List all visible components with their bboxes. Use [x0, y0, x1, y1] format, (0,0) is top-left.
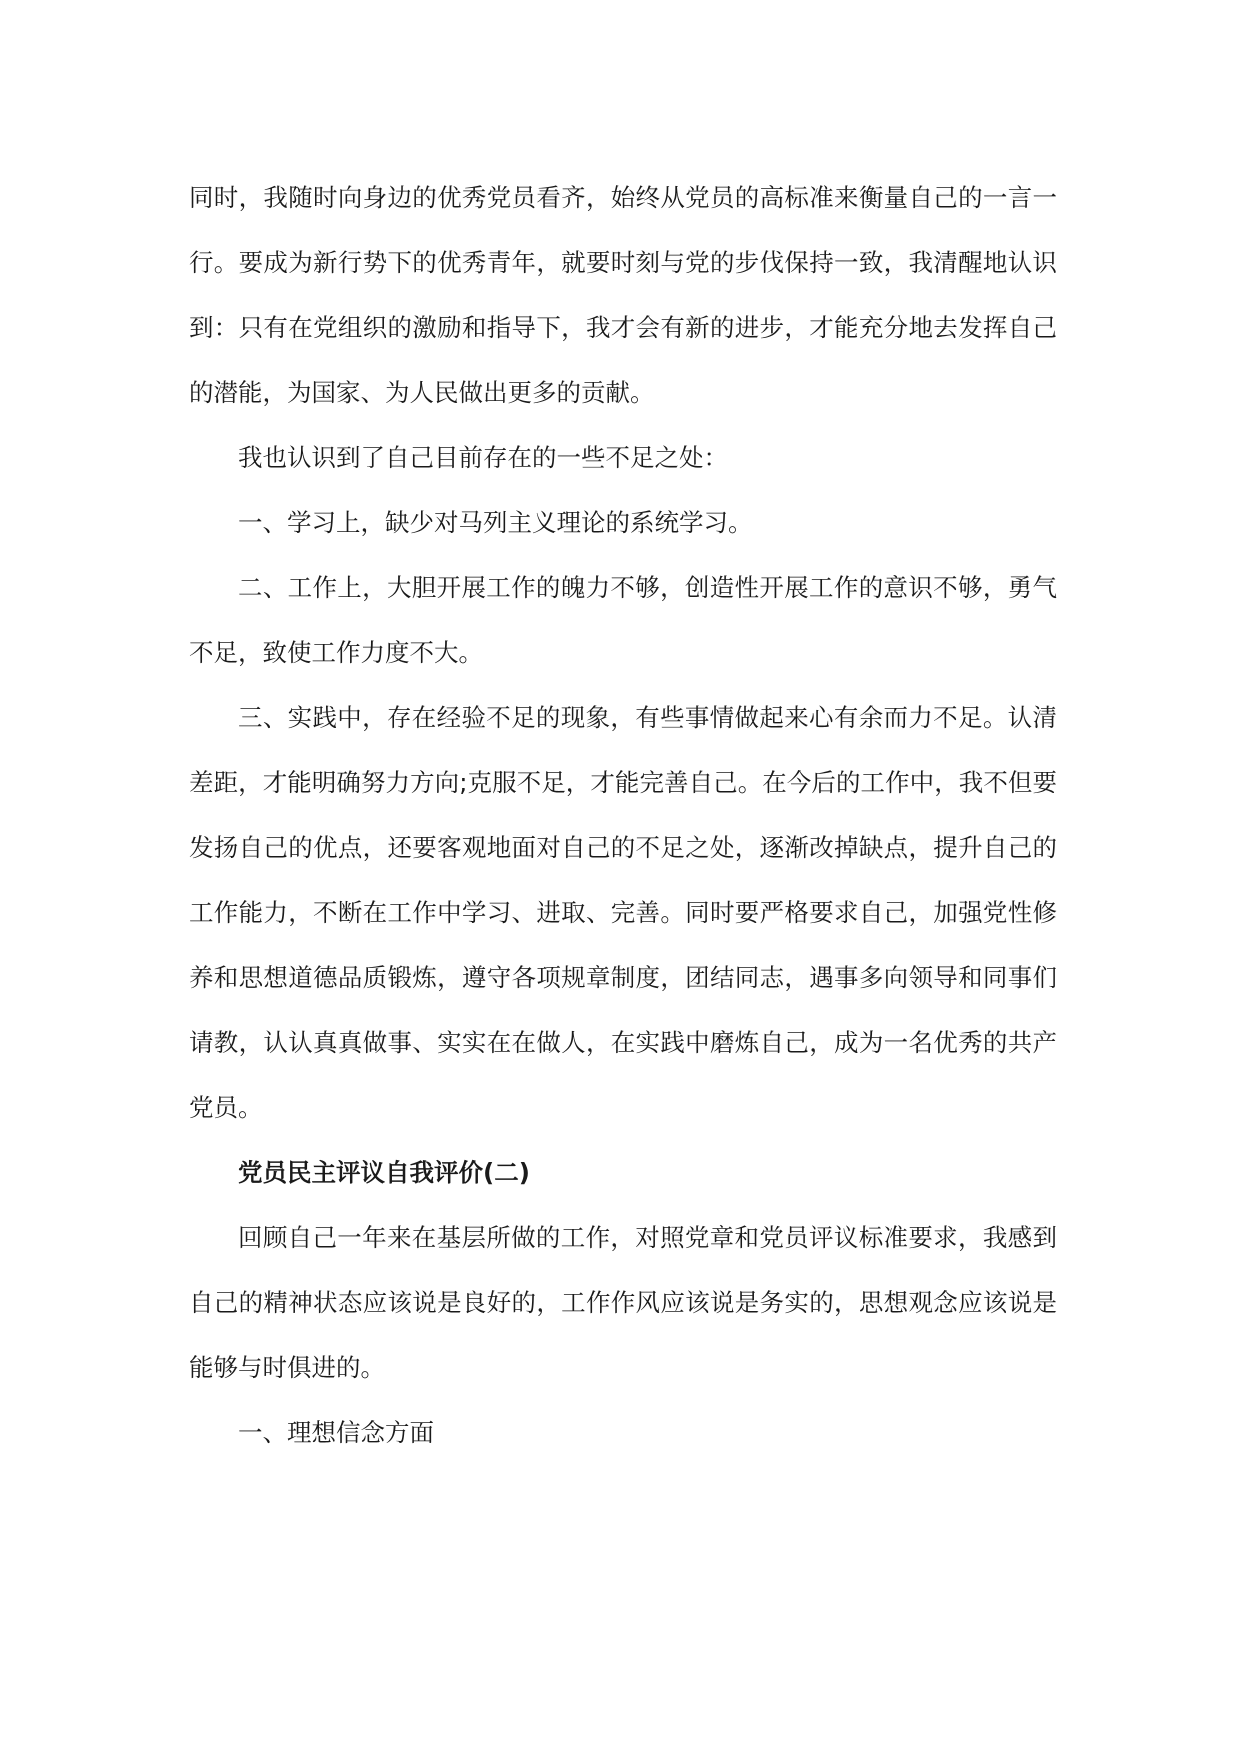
paragraph-shortcoming-work: 二、工作上，大胆开展工作的魄力不够，创造性开展工作的意识不够，勇气不足，致使工作力度不大。: [189, 573, 1057, 667]
paragraph-ideals-heading: 一、理想信念方面: [238, 1418, 434, 1447]
paragraph-continuation: 同时，我随时向身边的优秀党员看齐，始终从党员的高标准来衡量自己的一言一行。要成为新行势下的优秀青年，就要时刻与党的步伐保持一致，我清醒地认识到：只有在党组织的激励和指导下，我才会有新的进步，才能充分地去发挥自己的潜能，为国家、为人民做出更多的贡献。: [189, 183, 1057, 407]
paragraph-shortcoming-study: 一、学习上，缺少对马列主义理论的系统学习。: [238, 508, 753, 537]
paragraph-review: 回顾自己一年来在基层所做的工作，对照党章和党员评议标准要求，我感到自己的精神状态应该说是良好的，工作作风应该说是务实的，思想观念应该说是能够与时俱进的。: [189, 1223, 1057, 1382]
paragraph-shortcoming-practice: 三、实践中，存在经验不足的现象，有些事情做起来心有余而力不足。认清差距，才能明确努力方向;克服不足，才能完善自己。在今后的工作中，我不但要发扬自己的优点，还要客观地面对自己的不足之处，逐渐改掉缺点，提升自己的工作能力，不断在工作中学习、进取、完善。同时要严格要求自己，加强党性修养和思想道德品质锻炼，遵守各项规章制度，团结同志，遇事多向领导和同事们请教，认认真真做事、实实在在做人，在实践中磨炼自己，成为一名优秀的共产党员。: [189, 703, 1057, 1122]
document-body: [189, 165, 1057, 1465]
paragraph-shortcomings-intro: 我也认识到了自己目前存在的一些不足之处：: [238, 443, 728, 472]
section-title: 党员民主评议自我评价(二): [238, 1158, 530, 1187]
